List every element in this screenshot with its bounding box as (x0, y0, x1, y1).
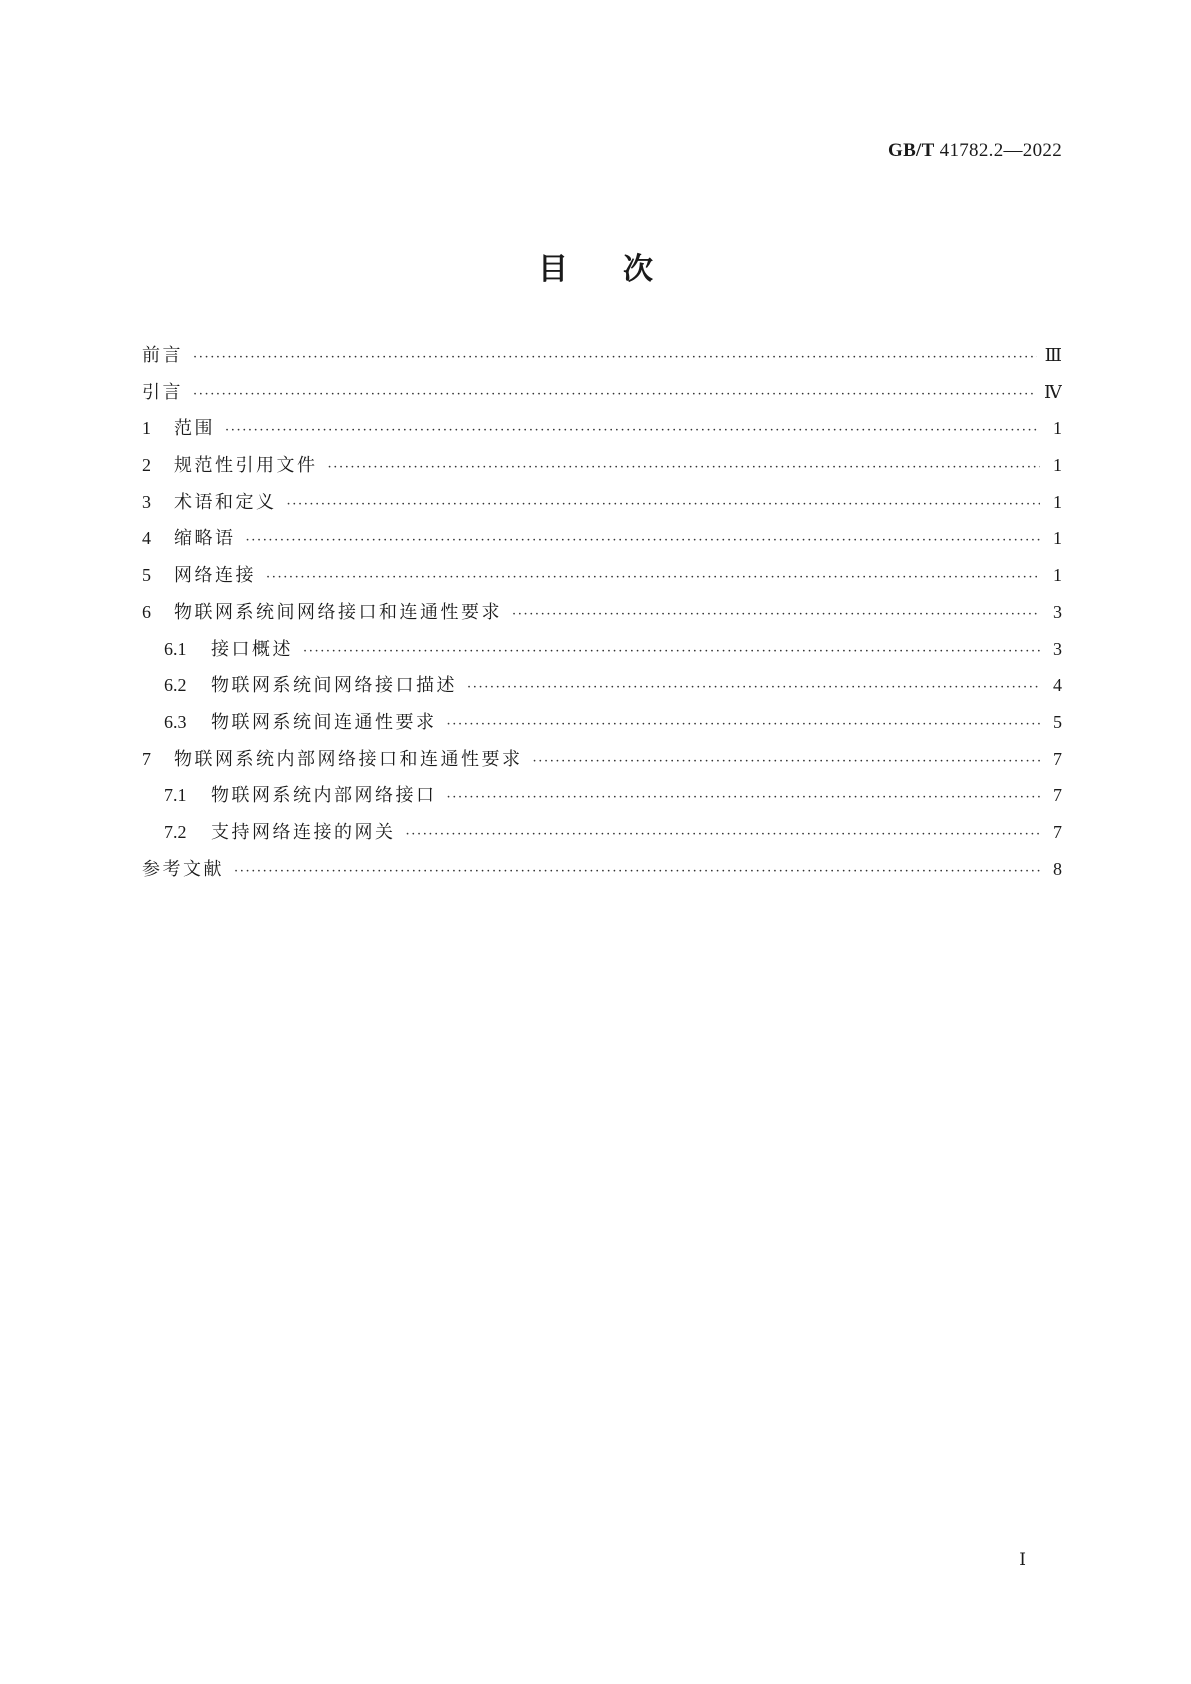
toc-entry-number: 1 (142, 418, 151, 439)
toc-entry[interactable] (142, 708, 1062, 745)
toc-dot-leader (533, 754, 1041, 769)
toc-entry-title: 物联网系统间网络接口和连通性要求 (174, 601, 502, 623)
toc-entry[interactable] (142, 414, 1062, 451)
toc-entry-page: 7 (1053, 785, 1062, 806)
toc-entry-title: 物联网系统间连通性要求 (211, 711, 437, 733)
toc-entry-page: 4 (1053, 675, 1062, 696)
toc-dot-leader (287, 497, 1041, 512)
toc-entry-number: 5 (142, 565, 151, 586)
toc-entry-number: 6 (142, 601, 151, 622)
toc-entry-title: 缩略语 (174, 528, 236, 550)
toc-entry[interactable] (142, 561, 1062, 598)
toc-dot-leader (328, 460, 1041, 475)
toc-entry-number: 3 (142, 491, 151, 512)
toc-entry[interactable] (142, 781, 1062, 818)
toc-dot-leader (447, 790, 1041, 805)
toc-dot-leader (193, 350, 1037, 365)
toc-entry-page: 7 (1053, 748, 1062, 769)
toc-entry-title: 规范性引用文件 (174, 455, 318, 477)
toc-entry-title: 前言 (142, 345, 183, 366)
toc-entry-title: 接口概述 (211, 638, 293, 660)
toc-entry-page: Ⅲ (1044, 345, 1062, 365)
toc-dot-leader (447, 717, 1041, 732)
toc-entry[interactable] (142, 818, 1062, 855)
toc-entry-page: 1 (1053, 528, 1062, 549)
toc-entry-page: 1 (1053, 455, 1062, 476)
toc-dot-leader (406, 827, 1041, 842)
toc-entry[interactable] (142, 341, 1062, 378)
toc-entry-number: 6.3 (164, 711, 187, 732)
toc-dot-leader (234, 864, 1040, 879)
toc-dot-leader (225, 423, 1040, 438)
toc-entry-page: 1 (1053, 565, 1062, 586)
toc-entry[interactable] (142, 671, 1062, 708)
toc-entry[interactable] (142, 378, 1062, 415)
toc-entry-page: 3 (1053, 601, 1062, 622)
toc-entry-number: 2 (142, 455, 151, 476)
toc-entry-title: 网络连接 (174, 565, 256, 587)
toc-entry-page: 8 (1053, 858, 1062, 879)
toc-entry[interactable] (142, 451, 1062, 488)
toc-entry-title: 范围 (174, 418, 215, 440)
toc-entry-title: 物联网系统间网络接口描述 (211, 675, 457, 697)
toc-dot-leader (266, 570, 1040, 585)
page-number: Ⅰ (1019, 1550, 1026, 1569)
toc-entry-title: 术语和定义 (174, 491, 277, 513)
standard-code-prefix: GB/T (887, 140, 935, 161)
toc-entry-page: 3 (1053, 638, 1062, 659)
toc-entry-number: 4 (142, 528, 151, 549)
toc-entry-number: 7 (142, 748, 151, 769)
toc-entry-title: 参考文献 (142, 858, 224, 880)
toc-entry-title: 物联网系统内部网络接口和连通性要求 (174, 748, 523, 770)
toc-entry[interactable] (142, 635, 1062, 672)
toc-entry-title: 引言 (142, 381, 183, 403)
toc-entry-number: 6.1 (164, 638, 187, 659)
toc-entry-number: 6.2 (164, 675, 187, 696)
toc-entry[interactable] (142, 855, 1062, 892)
standard-code (888, 140, 1062, 162)
toc-entry-page: 7 (1053, 821, 1062, 842)
toc-dot-leader (303, 644, 1040, 659)
toc-entry-title: 支持网络连接的网关 (211, 821, 396, 843)
toc-entry[interactable] (142, 745, 1062, 782)
toc-entry[interactable] (142, 524, 1062, 561)
toc-entry-page: 1 (1053, 418, 1062, 439)
toc-entry-page: 1 (1053, 491, 1062, 512)
toc-entry-number: 7.1 (164, 785, 187, 806)
toc-entry[interactable] (142, 598, 1062, 635)
toc-entry-page: 5 (1053, 711, 1062, 732)
standard-code-number: 41782.2—2022 (934, 140, 1062, 161)
toc-heading: 目次 (538, 252, 708, 287)
toc-dot-leader (467, 680, 1040, 695)
toc-dot-leader (193, 387, 1036, 402)
toc-dot-leader (246, 533, 1041, 548)
toc-entry-number: 7.2 (164, 821, 187, 842)
table-of-contents (142, 341, 1062, 891)
toc-entry-page: Ⅳ (1044, 381, 1062, 402)
toc-entry[interactable] (142, 488, 1062, 525)
toc-entry-title: 物联网系统内部网络接口 (211, 785, 437, 807)
toc-dot-leader (512, 607, 1040, 622)
